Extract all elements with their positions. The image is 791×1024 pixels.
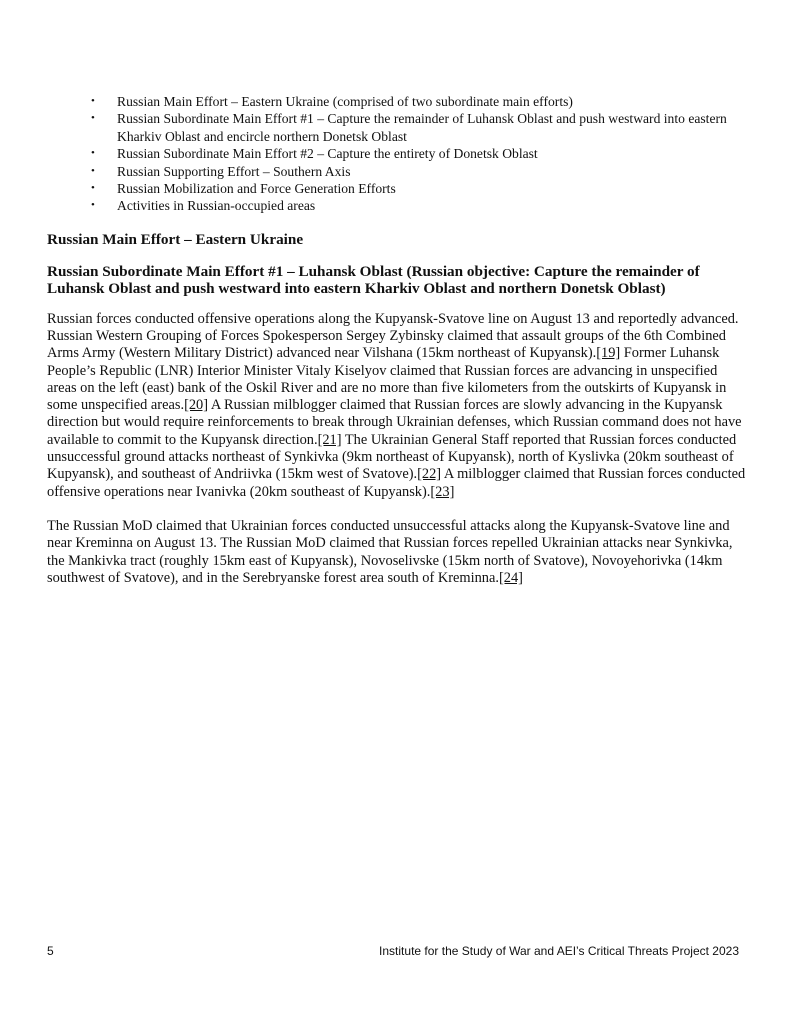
citation-link-23[interactable]: [23] <box>430 483 455 500</box>
paragraph-russian-mod: The Russian MoD claimed that Ukrainian forces conducted unsuccessful attacks along the Kupyansk-Svatove line and near Kreminna on August 13. The Russian MoD claimed that Russian forces repelled Ukrainian attacks near Synkivka, the Mankivka tract (roughly 15km east of Kupyansk), Novoselivske (15km north of Svatove), Novoyehorivka (14km southwest of Svatove), and in the Serebryanske forest area south of Kreminna.[24] <box>47 517 733 586</box>
bullet-icon: • <box>91 164 95 177</box>
document-page <box>47 93 747 587</box>
footer-organization: Institute for the Study of War and AEI’s Critical Threats Project 2023 <box>379 944 739 958</box>
list-item: • Russian Main Effort – Eastern Ukraine (comprised of two subordinate main efforts) <box>91 94 573 109</box>
bullet-icon: • <box>91 182 95 195</box>
list-item: • Russian Mobilization and Force Generation Efforts <box>91 181 396 197</box>
bullet-icon: • <box>91 147 95 160</box>
page-number: 5 <box>47 944 54 958</box>
list-item: • Russian Subordinate Main Effort #2 – Capture the entirety of Donetsk Oblast <box>91 146 538 162</box>
citation-link-19[interactable]: [19] <box>596 345 621 362</box>
bullet-icon: • <box>91 112 95 125</box>
citation-link-22[interactable]: [22] <box>417 466 442 483</box>
list-item: • Russian Subordinate Main Effort #1 – Capture the remainder of Luhansk Oblast and push westward into eastern Kharkiv Oblast and encircle northern Donetsk Oblast <box>91 111 727 144</box>
citation-link-21[interactable]: [21] <box>317 431 342 448</box>
list-item: • Russian Supporting Effort – Southern Axis <box>91 163 351 179</box>
bullet-icon: • <box>91 95 95 107</box>
section-heading: Russian Main Effort – Eastern Ukraine <box>47 230 304 248</box>
list-item: • Activities in Russian-occupied areas <box>91 198 316 214</box>
citation-link-20[interactable]: [20] <box>184 397 209 414</box>
citation-link-24[interactable]: [24] <box>498 569 523 586</box>
bullet-icon: • <box>91 199 95 212</box>
paragraph-kupyansk-svatove: Russian forces conducted offensive operations along the Kupyansk-Svatove line on August 13 and reportedly advanced. Russian Western Grouping of Forces Spokesperson Sergey Zybinsky claimed that assault groups of the 6th Combined Arms Army (Western Military District) advanced near Vilshana (15km northeast of Kupyansk).[19] Former Luhansk People’s Republic (LNR) Interior Minister Vitaly Kiselyov claimed that Russian forces are advancing in unspecified areas on the left (east) bank of the Oskil River and are no more than five kilometers from the outskirts of Kupyansk in some unspecified areas.[20] A Russian milblogger claimed that Russian forces are slowly advancing in the Kupyansk direction but would require reinforcements to break through Ukrainian defenses, which Russian command does not have available to commit to the Kupyansk direction.[21] The Ukrainian General Staff reported that Russian forces conducted unsuccessful ground attacks northeast of Synkivka (9km northeast of Kupyansk), north of Kyslivka (20km southeast of Kupyansk), and southeast of Andriivka (15km west of Svatove).[22] A milblogger claimed that Russian forces conducted offensive operations near Ivanivka (20km southeast of Kupyansk).[23] <box>47 310 746 500</box>
subsection-heading: Russian Subordinate Main Effort #1 – Luhansk Oblast (Russian objective: Capture the remainder of Luhansk Oblast and push westward into eastern Kharkiv Oblast and northern Donetsk Oblast) <box>47 262 700 298</box>
report-outline-list <box>47 93 747 215</box>
